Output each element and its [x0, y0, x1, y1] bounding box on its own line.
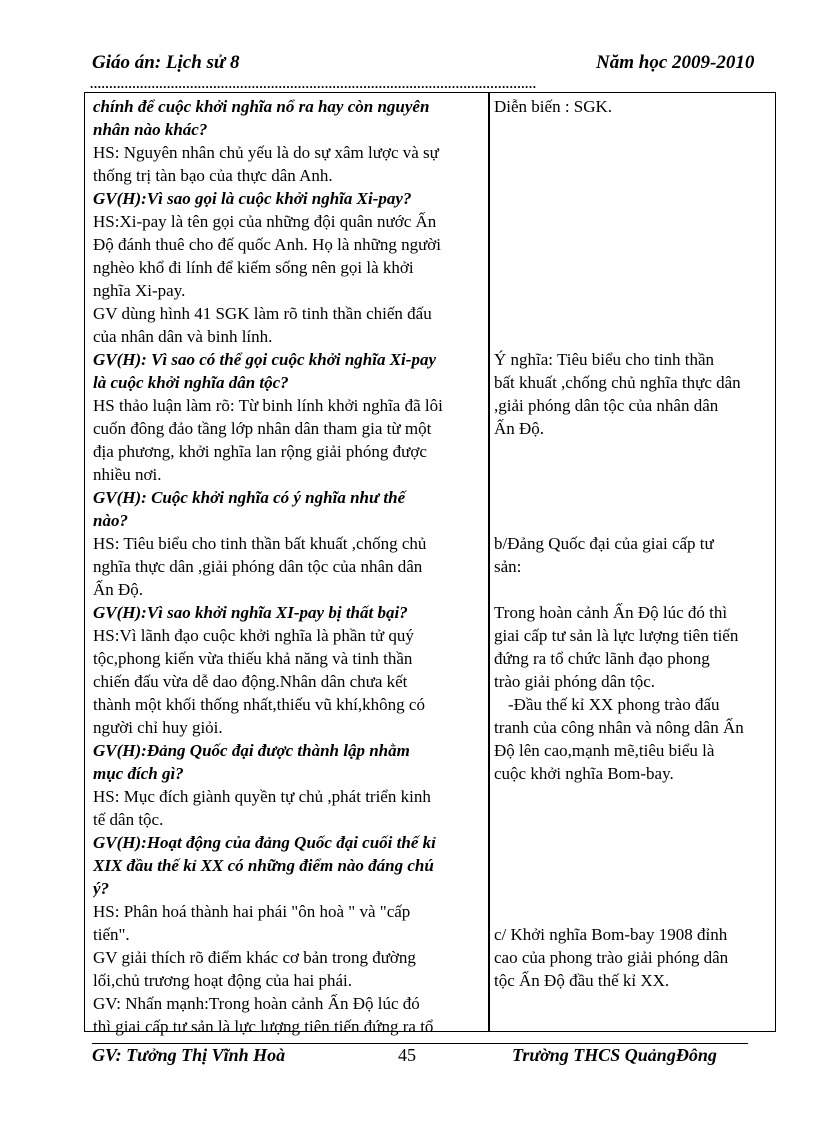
text-line: HS thảo luận làm rõ: Từ binh lính khởi nghĩa đã lôi [93, 396, 443, 415]
teacher-question-line: GV(H): Vì sao có thể gọi cuộc khởi nghĩa Xi-pay [93, 350, 436, 369]
activities-column [93, 95, 485, 1038]
content-line: cao của phong trào giải phóng dân [494, 948, 729, 967]
content-line [494, 509, 774, 532]
text-line: nghĩa thực dân ,giải phóng dân tộc của nhân dân [93, 557, 423, 576]
content-line [494, 233, 774, 256]
content-line [494, 440, 774, 463]
teacher-question-line: GV(H):Vì sao gọi là cuộc khởi nghĩa Xi-pay? [93, 189, 412, 208]
teacher-question-line: XIX đầu thế kỉ XX có những điểm nào đáng chú [93, 856, 434, 875]
text-line: Độ đánh thuê cho đế quốc Anh. Họ là những người [93, 235, 442, 254]
content-line: Trong hoàn cảnh Ấn Độ lúc đó thì [494, 603, 728, 622]
text-line: HS: Tiêu biểu cho tinh thần bất khuất ,chống chủ [93, 534, 427, 553]
text-line: HS: Mục đích giành quyền tự chủ ,phát triển kinh [93, 787, 431, 806]
content-column [494, 95, 774, 992]
content-line: c/ Khởi nghĩa Bom-bay 1908 đỉnh [494, 925, 728, 944]
content-line [494, 831, 774, 854]
text-line: người chỉ huy giỏi. [93, 718, 223, 737]
content-line: ,giải phóng dân tộc của nhân dân [494, 396, 719, 415]
content-line [494, 900, 774, 923]
content-line [494, 785, 774, 808]
footer-school: Trường THCS QuảngĐông [512, 1045, 717, 1065]
content-line: -Đầu thế kỉ XX phong trào đấu [508, 695, 720, 714]
teacher-question-line: nhân nào khác? [93, 120, 208, 139]
content-line [494, 187, 774, 210]
teacher-question-line: nào? [93, 511, 128, 530]
content-line [494, 118, 774, 141]
text-line: HS: Nguyên nhân chủ yếu là do sự xâm lược và sự [93, 143, 439, 162]
content-line [494, 141, 774, 164]
content-line: tranh của công nhân và nông dân Ấn [494, 718, 744, 737]
content-line: đứng ra tổ chức lãnh đạo phong [494, 649, 710, 668]
text-line: chiến đấu vừa dễ dao động.Nhân dân chưa kết [93, 672, 408, 691]
content-line: Diễn biến : SGK. [494, 97, 613, 116]
footer-teacher: GV: Tưởng Thị Vĩnh Hoà [92, 1045, 286, 1065]
content-line [494, 463, 774, 486]
text-line: thành một khối thống nhất,thiếu vũ khí,không có [93, 695, 425, 714]
text-line: GV giải thích rõ điểm khác cơ bản trong đường [93, 948, 416, 967]
teacher-question-line: GV(H):Vì sao khởi nghĩa XI-pay bị thất bại? [93, 603, 408, 622]
teacher-question-line: GV(H):Đảng Quốc đại được thành lập nhằm [93, 741, 410, 760]
text-line: tế dân tộc. [93, 810, 164, 829]
content-line [494, 164, 774, 187]
text-line: nghèo khổ đi lính để kiếm sống nên gọi là khởi [93, 258, 414, 277]
text-line: HS:Vì lãnh đạo cuộc khởi nghĩa là phần tử quý [93, 626, 414, 645]
content-line: Độ lên cao,mạnh mẽ,tiêu biểu là [494, 741, 715, 760]
text-line: HS:Xi-pay là tên gọi của những đội quân nước Ấn [93, 212, 437, 231]
content-line: giai cấp tư sản là lực lượng tiên tiến [494, 626, 739, 645]
content-line [494, 877, 774, 900]
text-line: tộc,phong kiến vừa thiếu khả năng và tinh thần [93, 649, 413, 668]
text-line: của nhân dân và binh lính. [93, 327, 273, 346]
content-line [494, 325, 774, 348]
text-line: cuốn đông đảo tầng lớp nhân dân tham gia từ một [93, 419, 432, 438]
content-line [494, 279, 774, 302]
content-line [494, 302, 774, 325]
text-line: địa phương, khởi nghĩa lan rộng giải phóng được [93, 442, 427, 461]
header-school-year: Năm học 2009-2010 [596, 52, 755, 73]
text-line: GV dùng hình 41 SGK làm rõ tinh thần chiến đấu [93, 304, 432, 323]
content-line [494, 854, 774, 877]
header-dotted-rule: .................................................................................................................... [90, 76, 537, 91]
text-line: lối,chủ trương hoạt động của hai phái. [93, 971, 352, 990]
teacher-question-line: mục đích gì? [93, 764, 184, 783]
content-line: bất khuất ,chống chủ nghĩa thực dân [494, 373, 741, 392]
footer-rule [92, 1043, 748, 1044]
content-line [494, 578, 774, 601]
content-line [494, 486, 774, 509]
content-line [494, 808, 774, 831]
text-line: nghĩa Xi-pay. [93, 281, 186, 300]
content-line: trào giải phóng dân tộc. [494, 672, 655, 691]
text-line: Ấn Độ. [93, 580, 144, 599]
content-line: sản: [494, 557, 522, 576]
teacher-question-line: ý? [93, 879, 110, 898]
content-line: cuộc khởi nghĩa Bom-bay. [494, 764, 674, 783]
header-subject: Giáo án: Lịch sử 8 [92, 52, 240, 73]
content-line: tộc Ấn Độ đầu thế kỉ XX. [494, 971, 670, 990]
text-line: thì giai cấp tư sản là lực lượng tiên tiến đứng ra tổ [93, 1017, 434, 1036]
column-divider [488, 93, 490, 1031]
text-line: tiến". [93, 925, 130, 944]
teacher-question-line: là cuộc khởi nghĩa dân tộc? [93, 373, 289, 392]
content-line: Ý nghĩa: Tiêu biểu cho tinh thần [494, 350, 715, 369]
teacher-question-line: GV(H):Hoạt động của đảng Quốc đại cuối thế kỉ [93, 833, 436, 852]
page-number: 45 [398, 1045, 416, 1065]
text-line: nhiều nơi. [93, 465, 162, 484]
teacher-question-line: GV(H): Cuộc khởi nghĩa có ý nghĩa như thế [93, 488, 406, 507]
content-line: b/Đảng Quốc đại của giai cấp tư [494, 534, 714, 553]
text-line: thống trị tàn bạo của thực dân Anh. [93, 166, 333, 185]
teacher-question-line: chính để cuộc khởi nghĩa nổ ra hay còn nguyên [93, 97, 430, 116]
content-line: Ấn Độ. [494, 419, 545, 438]
text-line: HS: Phân hoá thành hai phái "ôn hoà " và "cấp [93, 902, 411, 921]
text-line: GV: Nhấn mạnh:Trong hoàn cảnh Ấn Độ lúc đó [93, 994, 420, 1013]
lesson-table [84, 92, 776, 1036]
content-line [494, 210, 774, 233]
content-line [494, 256, 774, 279]
